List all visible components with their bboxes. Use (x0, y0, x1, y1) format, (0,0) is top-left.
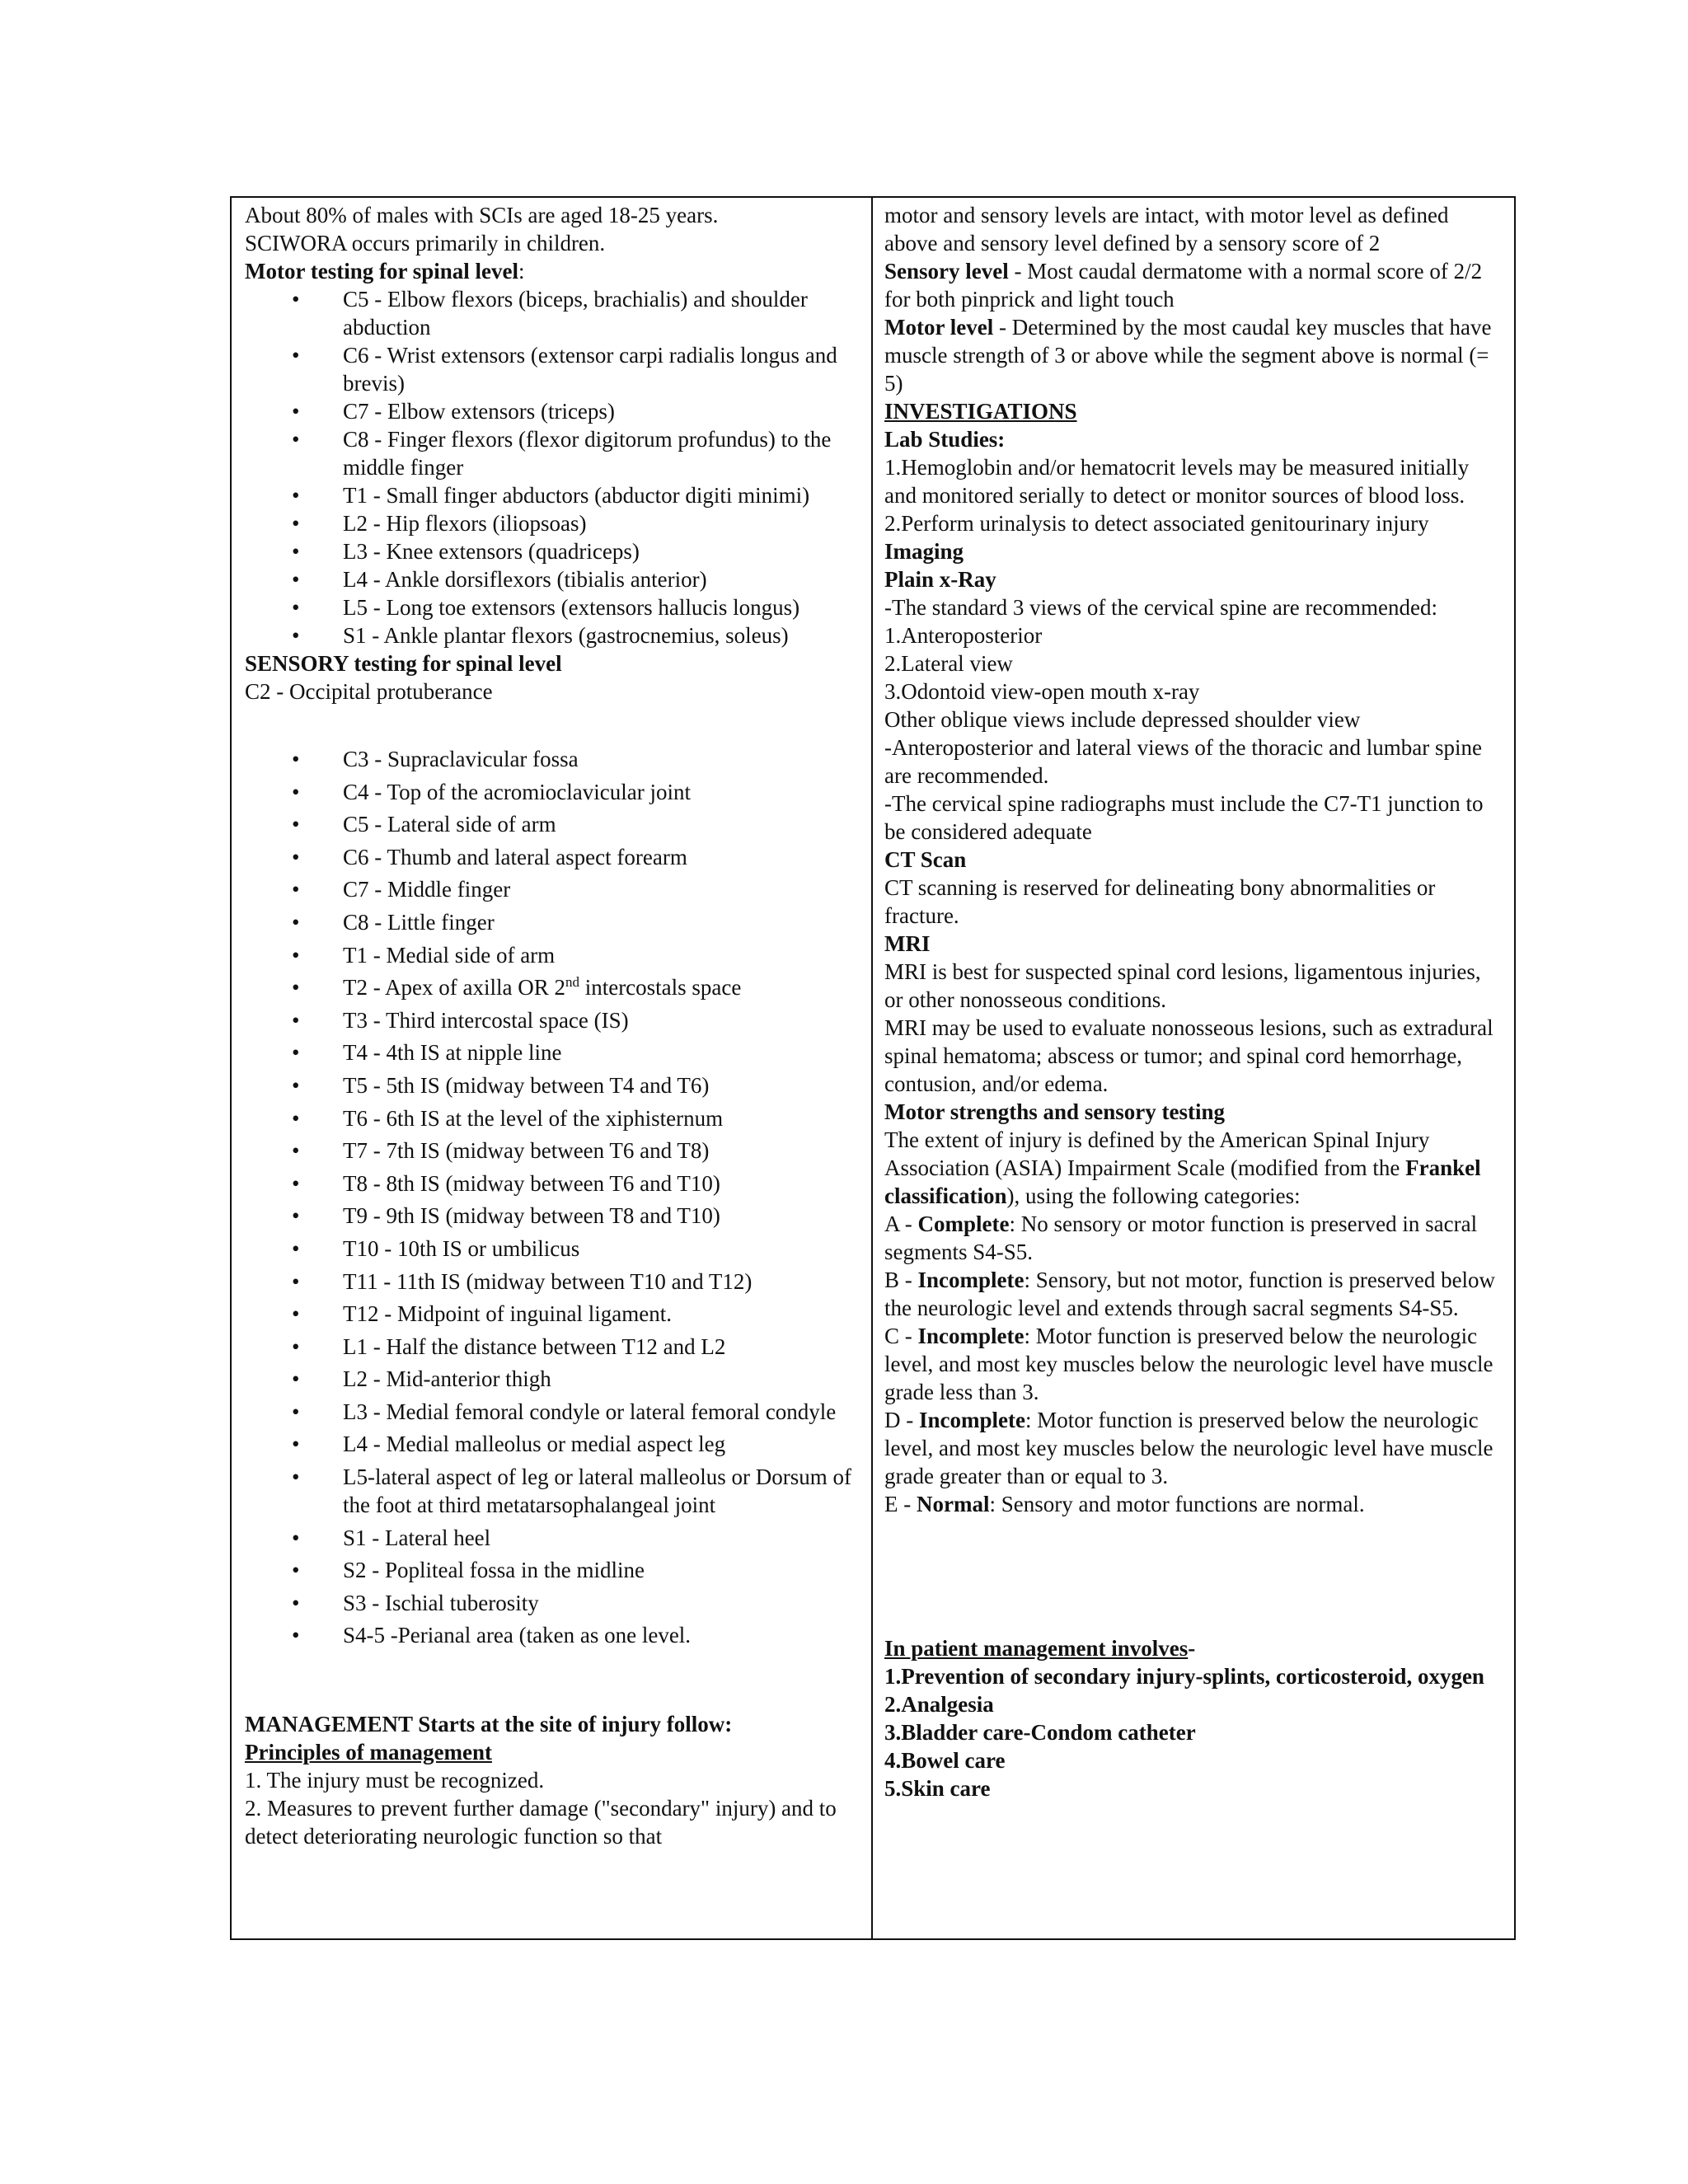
continued-text: motor and sensory levels are intact, with motor level as defined above and sensory level defined by a sensory score of 2 (884, 203, 1449, 255)
list-item: • L2 - Hip flexors (iliopsoas) (245, 509, 858, 537)
asia-description: The extent of injury is defined by the American Spinal Injury Association (ASIA) Impairment Scale (modified from the Frankel classification), using the following categories: (884, 1127, 1481, 1208)
list-item: • L2 - Mid-anterior thigh (245, 1365, 858, 1393)
lab-studies-heading: Lab Studies: (884, 427, 1006, 452)
inpatient-heading: In patient management involves- (884, 1636, 1196, 1661)
motor-sensory-heading: Motor strengths and sensory testing (884, 1099, 1226, 1124)
list-item: • L3 - Knee extensors (quadriceps) (245, 537, 858, 565)
inpatient-item: 4.Bowel care (884, 1748, 1006, 1773)
list-item: • C4 - Top of the acromioclavicular joint (245, 778, 858, 806)
list-item: • C6 - Wrist extensors (extensor carpi radialis longus and brevis) (245, 341, 858, 397)
list-item: • T1 - Medial side of arm (245, 941, 858, 969)
imaging-heading: Imaging (884, 539, 964, 564)
asia-grade: B - Incomplete: Sensory, but not motor, function is preserved below the neurologic level and extends through sacral segments S4-S5. (884, 1268, 1496, 1320)
list-item: • S1 - Lateral heel (245, 1524, 858, 1552)
sensory-c2-line: C2 - Occipital protuberance (245, 679, 493, 704)
mri-item: MRI is best for suspected spinal cord lesions, ligamentous injuries, or other nonosseous conditions. (884, 959, 1481, 1012)
list-item: • S4-5 -Perianal area (taken as one level. (245, 1621, 858, 1649)
list-item: • C5 - Elbow flexors (biceps, brachialis) and shoulder abduction (245, 285, 858, 341)
xray-item: -The standard 3 views of the cervical spine are recommended: (884, 595, 1437, 620)
list-item: • T4 - 4th IS at nipple line (245, 1038, 858, 1066)
list-item: • C8 - Little finger (245, 908, 858, 936)
list-item: • C3 - Supraclavicular fossa (245, 745, 858, 773)
inpatient-item: 1.Prevention of secondary injury-splints, corticosteroid, oxygen (884, 1664, 1484, 1689)
list-item: • C8 - Finger flexors (flexor digitorum profundus) to the middle finger (245, 425, 858, 481)
list-item: • T3 - Third intercostal space (IS) (245, 1006, 858, 1034)
list-item: • C7 - Elbow extensors (triceps) (245, 397, 858, 425)
list-item: • T8 - 8th IS (midway between T6 and T10) (245, 1169, 858, 1197)
list-item: • T2 - Apex of axilla OR 2nd intercostals space (245, 973, 858, 1001)
list-item: • C6 - Thumb and lateral aspect forearm (245, 843, 858, 871)
list-item: • L4 - Medial malleolus or medial aspect leg (245, 1430, 858, 1458)
inpatient-item: 5.Skin care (884, 1776, 991, 1801)
list-item: • T11 - 11th IS (midway between T10 and T12) (245, 1268, 858, 1296)
asia-grade: E - Normal: Sensory and motor functions are normal. (884, 1492, 1365, 1516)
principle-item: 1. The injury must be recognized. (245, 1768, 545, 1793)
sensory-testing-list (245, 745, 858, 1649)
motor-testing-heading: Motor testing for spinal level: (245, 259, 525, 284)
list-item: • C7 - Middle finger (245, 875, 858, 903)
list-item: • T1 - Small finger abductors (abductor digiti minimi) (245, 481, 858, 509)
xray-heading: Plain x-Ray (884, 567, 996, 592)
list-item: • L4 - Ankle dorsiflexors (tibialis anterior) (245, 565, 858, 593)
management-heading: MANAGEMENT Starts at the site of injury follow: (245, 1712, 733, 1737)
mri-item: MRI may be used to evaluate nonosseous lesions, such as extradural spinal hematoma; abscess or tumor; and spinal cord hemorrhage, contusion, and/or edema. (884, 1015, 1493, 1096)
list-item: • S2 - Popliteal fossa in the midline (245, 1556, 858, 1584)
left-column (232, 198, 873, 1938)
list-item: • T6 - 6th IS at the level of the xiphisternum (245, 1104, 858, 1132)
intro-line: SCIWORA occurs primarily in children. (245, 231, 606, 255)
list-item: • S1 - Ankle plantar flexors (gastrocnemius, soleus) (245, 621, 858, 649)
lab-item: 1.Hemoglobin and/or hematocrit levels may be measured initially and monitored serially to detect or monitor sources of blood loss. (884, 455, 1470, 508)
investigations-heading: INVESTIGATIONS (884, 399, 1077, 424)
xray-item: Other oblique views include depressed shoulder view (884, 707, 1361, 732)
lab-item: 2.Perform urinalysis to detect associated genitourinary injury (884, 511, 1429, 536)
principle-item: 2. Measures to prevent further damage ("secondary" injury) and to detect deteriorating neurologic function so that (245, 1796, 837, 1849)
list-item: • L5-lateral aspect of leg or lateral malleolus or Dorsum of the foot at third metatarsophalangeal joint (245, 1463, 858, 1519)
inpatient-item: 2.Analgesia (884, 1692, 994, 1717)
xray-item: 1.Anteroposterior (884, 623, 1043, 648)
asia-grade: C - Incomplete: Motor function is preserved below the neurologic level, and most key muscles below the neurologic level have muscle grade less than 3. (884, 1324, 1493, 1404)
list-item: • T10 - 10th IS or umbilicus (245, 1235, 858, 1263)
list-item: • T5 - 5th IS (midway between T4 and T6) (245, 1071, 858, 1099)
xray-item: 3.Odontoid view-open mouth x-ray (884, 679, 1200, 704)
list-item: • L5 - Long toe extensors (extensors hallucis longus) (245, 593, 858, 621)
asia-grade: D - Incomplete: Motor function is preserved below the neurologic level, and most key muscles below the neurologic level have muscle grade greater than or equal to 3. (884, 1408, 1493, 1488)
xray-item: -The cervical spine radiographs must include the C7-T1 junction to be considered adequate (884, 791, 1484, 844)
xray-item: -Anteroposterior and lateral views of the thoracic and lumbar spine are recommended. (884, 735, 1482, 788)
motor-level-definition: Motor level - Determined by the most caudal key muscles that have muscle strength of 3 or above while the segment above is normal (= 5) (884, 315, 1492, 396)
right-column (873, 198, 1514, 1938)
sensory-testing-heading: SENSORY testing for spinal level (245, 651, 562, 676)
sensory-level-definition: Sensory level - Most caudal dermatome with a normal score of 2/2 for both pinprick and light touch (884, 259, 1483, 312)
list-item: • T9 - 9th IS (midway between T8 and T10) (245, 1202, 858, 1230)
asia-grade: A - Complete: No sensory or motor function is preserved in sacral segments S4-S5. (884, 1212, 1478, 1264)
principles-heading: Principles of management (245, 1740, 492, 1765)
list-item: • S3 - Ischial tuberosity (245, 1589, 858, 1617)
ct-scan-text: CT scanning is reserved for delineating bony abnormalities or fracture. (884, 875, 1436, 928)
motor-testing-list (245, 285, 858, 649)
list-item: • T7 - 7th IS (midway between T6 and T8) (245, 1137, 858, 1165)
inpatient-item: 3.Bladder care-Condom catheter (884, 1720, 1196, 1745)
intro-line: About 80% of males with SCIs are aged 18-25 years. (245, 203, 719, 227)
list-item: • C5 - Lateral side of arm (245, 810, 858, 838)
notes-table (230, 196, 1516, 1940)
list-item: • L3 - Medial femoral condyle or lateral femoral condyle (245, 1398, 858, 1426)
list-item: • T12 - Midpoint of inguinal ligament. (245, 1300, 858, 1328)
list-item: • L1 - Half the distance between T12 and L2 (245, 1333, 858, 1361)
mri-heading: MRI (884, 931, 931, 956)
ct-scan-heading: CT Scan (884, 847, 967, 872)
xray-item: 2.Lateral view (884, 651, 1013, 676)
